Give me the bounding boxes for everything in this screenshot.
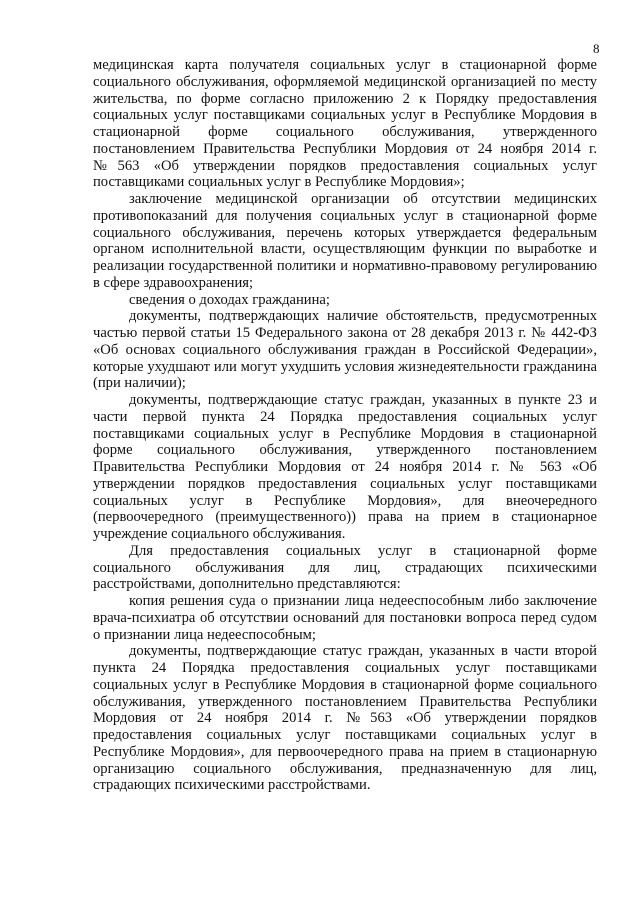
paragraph-circumstances-documents: документы, подтверждающих наличие обстоятельств, предусмотренных частью первой статьи 15 Федерального закона от 28 декабря 2013 г. № 442-ФЗ «Об основах социального обслуживания граждан в Российской Федерации», которые ухудшают или могут ухудшить условия жизнедеятельности гражданина (при наличии); <box>93 308 597 392</box>
paragraph-medical-card: медицинская карта получателя социальных услуг в стационарной форме социального обслуживания, оформляемой медицинской организацией по месту жительства, по форме согласно приложению 2 к Порядку предоставления социальных услуг поставщиками социальных услуг в Республике Мордовия в стационарной форме социального обслуживания, утвержденного постановлением Правительства Республики Мордовия от 24 ноября 2014 г. №563 «Об утверждении порядков предоставления социальных услуг поставщиками социальных услуг в Республике Мордовия»; <box>93 57 597 191</box>
paragraph-status-documents: документы, подтверждающие статус граждан, указанных в пункте 23 и части первой пункта 24 Порядка предоставления социальных услуг поставщиками социальных услуг в Республике Мордовия в стационарной форме социального обслуживания, утвержденного постановлением Правительства Республики Мордовия от 24 ноября 2014 г. № 563 «Об утверждении порядков предоставления социальных услуг поставщиками социальных услуг в Республике Мордовия», для внеочередного (первоочередного (преимущественного)) права на прием в стационарное учреждение социального обслуживания. <box>93 392 597 542</box>
paragraph-income-info: сведения о доходах гражданина; <box>129 291 330 308</box>
paragraph-medical-conclusion: заключение медицинской организации об отсутствии медицинских противопоказаний для получения социальных услуг в стационарной форме социального обслуживания, перечень которых утверждается федеральным органом исполнительной власти, осуществляющим функции по выработке и реализации государственной политики и нормативно-правовому регулированию в сфере здравоохранения; <box>93 191 597 291</box>
page-number: 8 <box>593 41 600 56</box>
document-body <box>93 57 597 794</box>
paragraph-priority-status-documents: документы, подтверждающие статус граждан, указанных в части второй пункта 24 Порядка предоставления социальных услуг поставщиками социальных услуг в Республике Мордовия в стационарной форме социального обслуживания, утвержденного постановлением Правительства Республики Мордовия от 24 ноября 2014 г. №563 «Об утверждении порядков предоставления социальных услуг поставщиками социальных услуг в Республике Мордовия», для первоочередного права на прием в стационарную организацию социального обслуживания, предназначенную для лиц, страдающих психическими расстройствами. <box>93 643 597 794</box>
paragraph-mental-disorders-intro: Для предоставления социальных услуг в стационарной форме социального обслуживания для лиц, страдающих психическими расстройствами, дополнительно представляются: <box>93 542 597 593</box>
paragraph-court-decision-copy: копия решения суда о признании лица недееспособным либо заключение врача-психиатра об отсутствии оснований для постановки вопроса перед судом о признании лица недееспособным; <box>93 593 597 643</box>
